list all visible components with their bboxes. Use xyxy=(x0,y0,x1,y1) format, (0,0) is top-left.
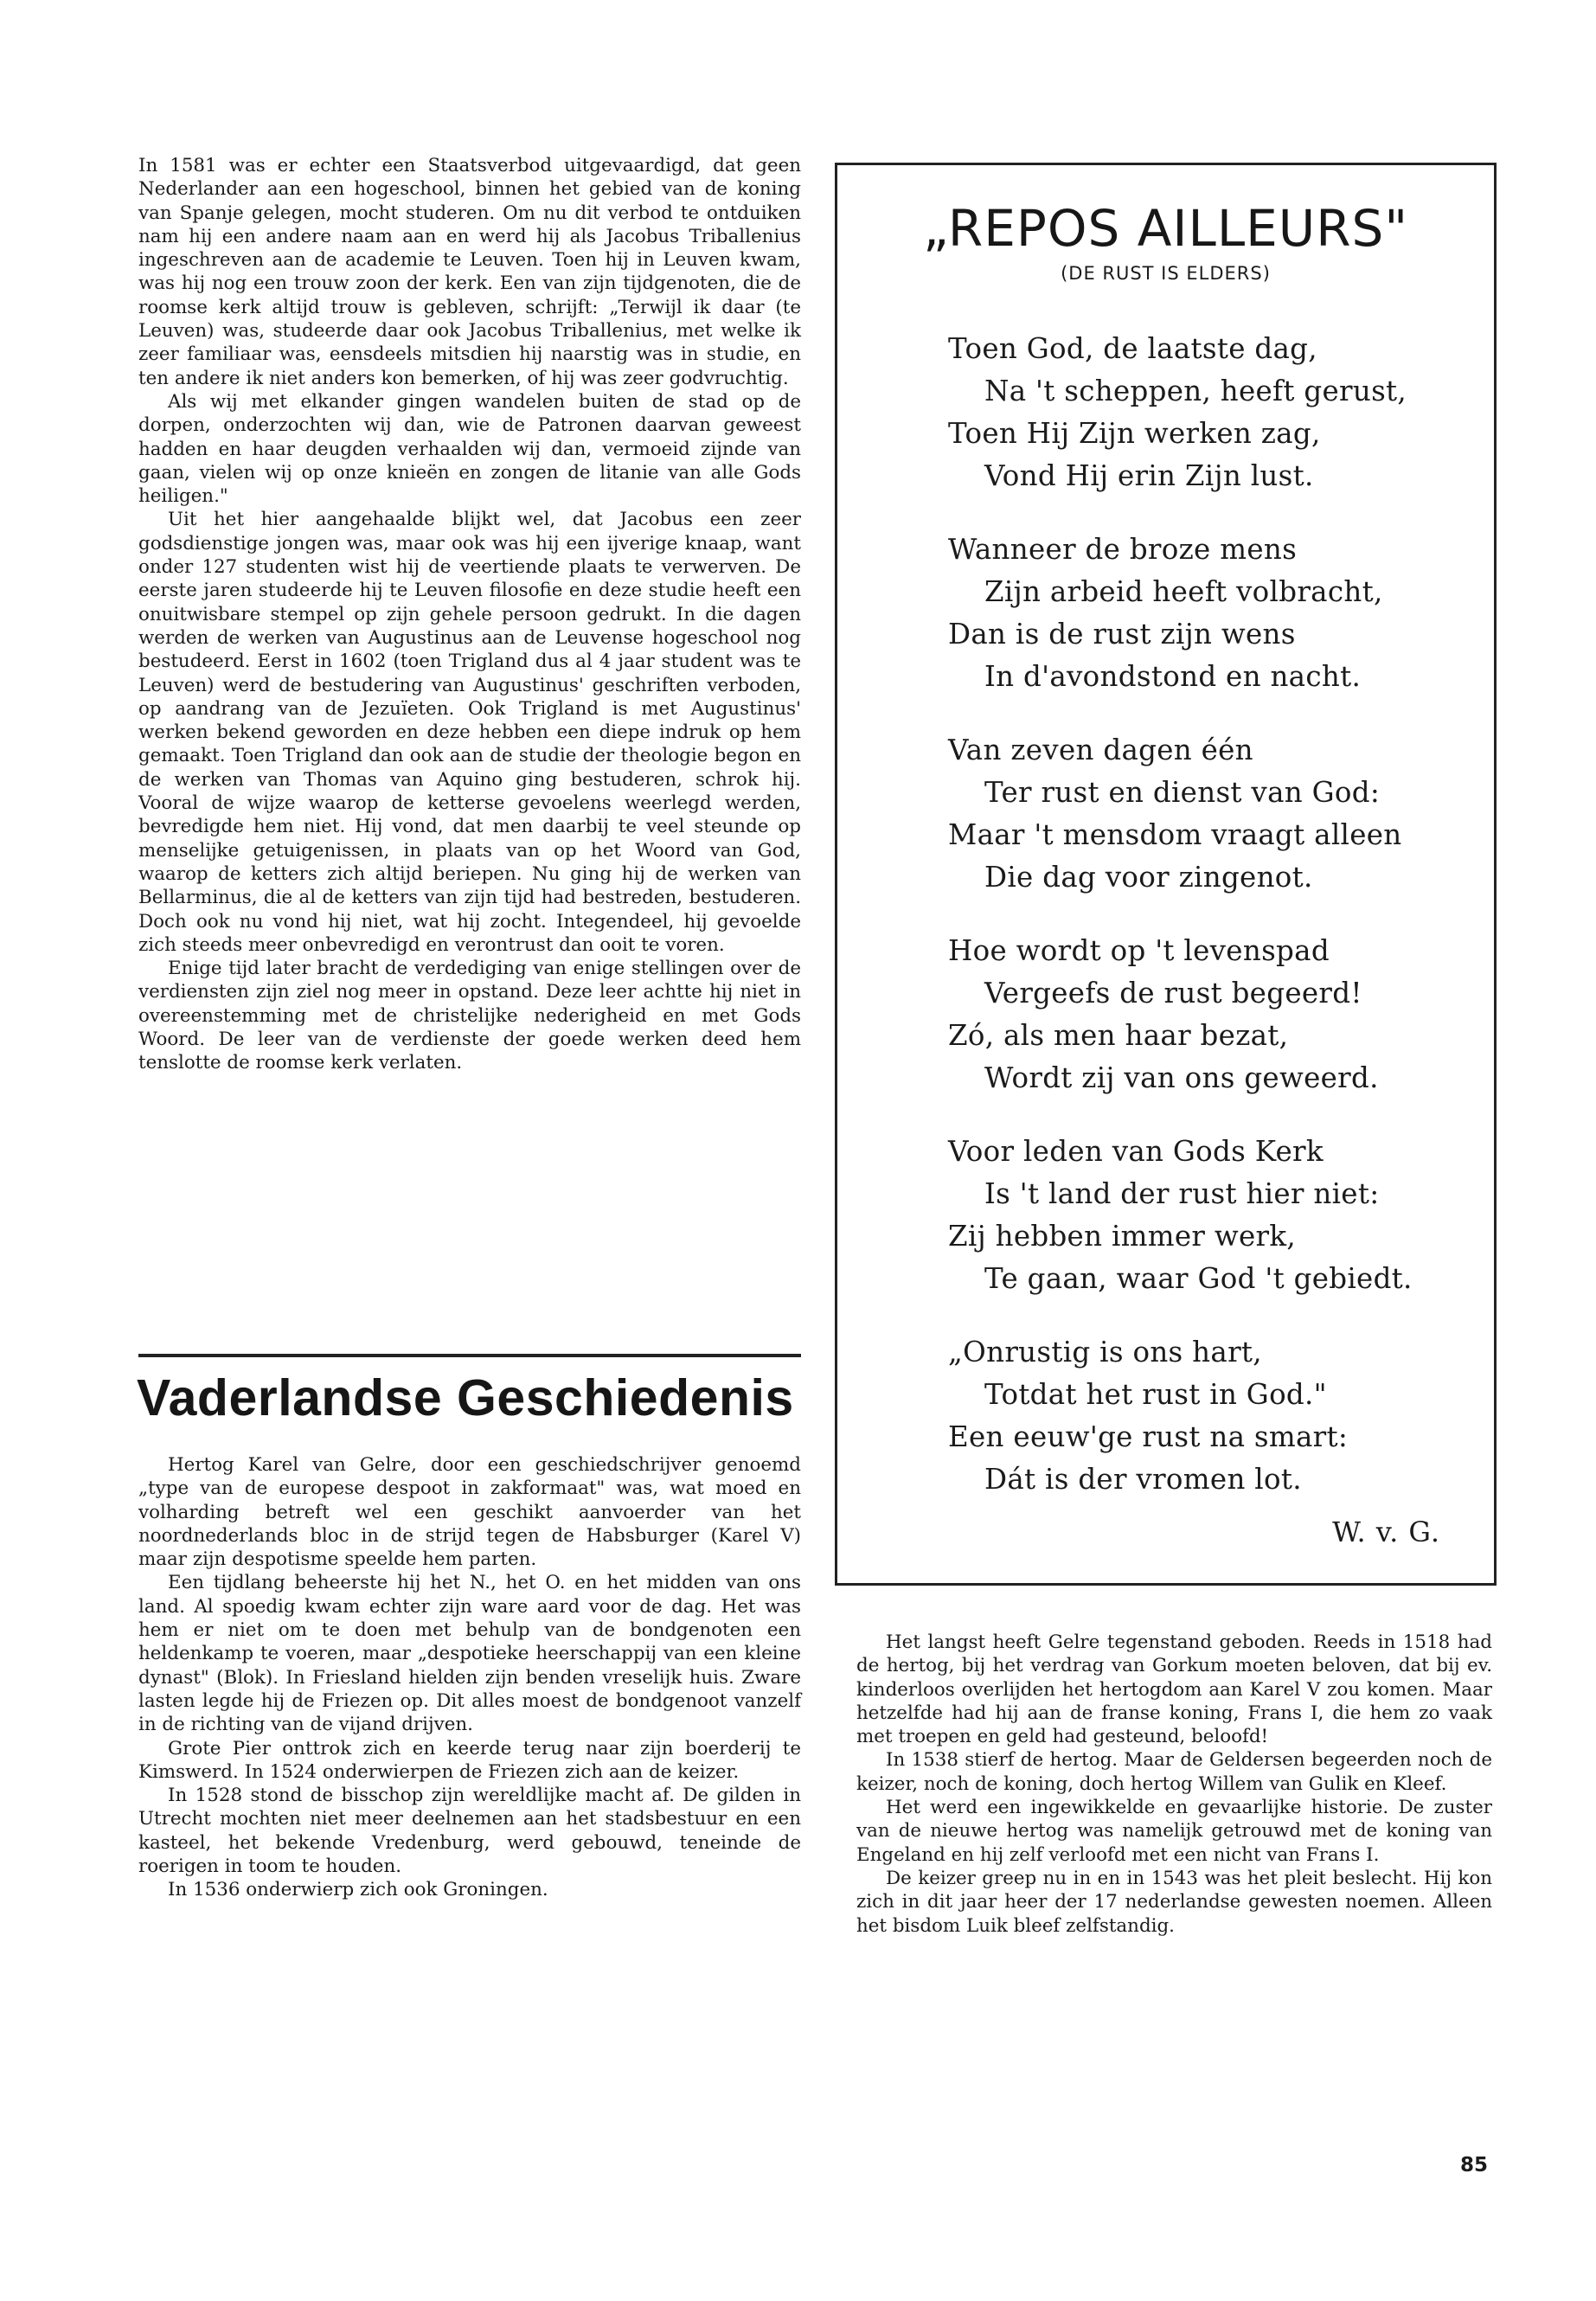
poem-line: Ter rust en dienst van God: xyxy=(984,776,1381,809)
history-paragraph: In 1528 stond de bisschop zijn wereldlijke macht af. De gilden in Utrecht mochten niet meer deelnemen aan het stadsbestuur en een kasteel, het bekende Vredenburg, werd gebouwd, teneinde de roerigen in toom te houden. xyxy=(138,1785,801,1878)
poem-line: „Onrustig is ons hart, xyxy=(948,1336,1262,1368)
poem-stanza xyxy=(948,729,1484,899)
poem-stanza xyxy=(948,1331,1484,1501)
poem-subtitle: (DE RUST IS ELDERS) xyxy=(1061,263,1271,284)
poem-stanza xyxy=(948,529,1484,698)
poem-line: In d'avondstond en nacht. xyxy=(984,660,1362,693)
poem-line: Vergeefs de rust begeerd! xyxy=(984,977,1362,1009)
poem-line: Zij hebben immer werk, xyxy=(948,1220,1296,1253)
poem-line: Na 't scheppen, heeft gerust, xyxy=(984,375,1407,407)
left-article xyxy=(138,154,801,1075)
section-divider xyxy=(138,1354,801,1357)
article-paragraph: Als wij met elkander gingen wandelen buiten de stad op de dorpen, onderzochten wij dan, wie de Patronen daarvan geweest hadden en haar deugden verhaalden wij dan, vermoeid zijnde van gaan, vielen wij op onze knieën en zongen de litanie van alle Gods heiligen." xyxy=(138,390,801,508)
history-paragraph: In 1538 stierf de hertog. Maar de Geldersen begeerden noch de keizer, noch de koning, doch hertog Willem van Gulik en Kleef. xyxy=(856,1749,1492,1795)
poem-line: Toen Hij Zijn werken zag, xyxy=(948,417,1321,450)
poem-line: Dát is der vromen lot. xyxy=(984,1463,1302,1496)
poem-line: Voor leden van Gods Kerk xyxy=(948,1135,1324,1168)
poem-line: Een eeuw'ge rust na smart: xyxy=(948,1420,1349,1453)
poem-line: Zó, als men haar bezat, xyxy=(948,1019,1289,1052)
history-paragraph: De keizer greep nu in en in 1543 was het pleit beslecht. Hij kon zich in dit jaar heer der 17 nederlandse gewesten noemen. Alleen het bisdom Luik bleef zelfstandig. xyxy=(856,1867,1492,1937)
article-paragraph: Uit het hier aangehaalde blijkt wel, dat Jacobus een zeer godsdienstige jongen was, maar ook was hij een ijverige knaap, want onder 127 studenten wist hij de veertiende plaats te verwerven. De eerste jaren studeerde hij te Leuven filosofie en deze studie heeft een onuitwisbare stempel op zijn gehele persoon gedrukt. In die dagen werden de werken van Augustinus aan de Leuvense hogeschool nog bestudeerd. Eerst in 1602 (toen Trigland dus al 4 jaar student was te Leuven) werd de bestudering van Augustinus' geschriften verboden, op aandrang van de Jezuïeten. Ook Trigland is met Augustinus' werken bekend geworden en deze hebben een diepe indruk op hem gemaakt. Toen Trigland dan ook aan de studie der theologie begon en de werken van Thomas van Aquino ging bestuderen, schrok hij. Vooral de wijze waarop de ketterse gevoelens weerlegd werden, bevredigde hem niet. Hij vond, dat men daarbij te veel steunde op menselijke getuigenissen, in plaats van op het Woord van God, waarop de ketters zich altijd beriepen. Nu ging hij de werken van Bellarminus, die al de ketters van zijn tijd had bestreden, bestuderen. Doch ook nu vond hij niet, wat hij zocht. Integendeel, hij gevoelde zich steeds meer onbevredigd en verontrust dan ooit te voren. xyxy=(138,509,801,956)
poem-box xyxy=(835,163,1497,1586)
poem-stanzas xyxy=(948,328,1484,1532)
history-paragraph: Het langst heeft Gelre tegenstand geboden. Reeds in 1518 had de hertog, bij het verdrag van Gorkum moeten beloven, dat bij ev. kinderloos overlijden het hertogdom aan Karel V zou komen. Maar hetzelfde had hij aan de franse koning, Frans I, die hem zo vaak met troepen en geld had gesteund, beloofd! xyxy=(856,1631,1492,1748)
poem-line: Vond Hij erin Zijn lust. xyxy=(984,459,1314,492)
poem-line: Maar 't mensdom vraagt alleen xyxy=(948,818,1402,851)
poem-line: Is 't land der rust hier niet: xyxy=(984,1177,1380,1210)
history-paragraph: Een tijdlang beheerste hij het N., het O. en het midden van ons land. Al spoedig kwam echter zijn ware aard voor de dag. Het was hem er niet om te doen met behulp van de bondgenoten een heldenkamp te voeren, maar „despotieke heerschappij van een kleine dynast" (Blok). In Friesland hielden zijn benden vreselijk huis. Zware lasten legde hij de Friezen op. Dit alles moest de bondgenoot vanzelf in de richting van de vijand drijven. xyxy=(138,1572,801,1736)
history-article xyxy=(138,1453,801,1902)
poem-line: Van zeven dagen één xyxy=(948,734,1253,766)
history-paragraph: Hertog Karel van Gelre, door een geschiedschrijver genoemd „type van de europese despoot in zakformaat" was, wat moed en volharding betreft wel een geschikt aanvoerder van het noordnederlands bloc in de strijd tegen de Habsburger (Karel V) maar zijn despotisme speelde hem parten. xyxy=(138,1454,801,1571)
history-paragraph: Grote Pier onttrok zich en keerde terug naar zijn boerderij te Kimswerd. In 1524 onderwierpen de Friezen zich aan de keizer. xyxy=(138,1737,801,1783)
section-title: Vaderlandse Geschiedenis xyxy=(137,1369,794,1426)
poem-line: Te gaan, waar God 't gebiedt. xyxy=(984,1262,1413,1295)
poem-stanza xyxy=(948,1131,1484,1300)
article-paragraph: In 1581 was er echter een Staatsverbod uitgevaardigd, dat geen Nederlander aan een hogeschool, binnen het gebied van de koning van Spanje gelegen, mocht studeren. Om nu dit verbod te ontduiken nam hij een andere naam aan en werd hij als Jacobus Triballenius ingeschreven aan de academie te Leuven. Toen hij in Leuven kwam, was hij nog een trouw zoon der kerk. Een van zijn tijdgenoten, die de roomse kerk altijd trouw is gebleven, schrijft: „Terwijl ik daar (te Leuven) was, studeerde daar ook Jacobus Triballenius, met welke ik zeer familiaar was, eensdeels mitsdien hij naarstig was in studie, en ten andere ik niet anders kon bemerken, of hij was zeer godvruchtig. xyxy=(138,155,801,389)
poem-line: Wanneer de broze mens xyxy=(948,533,1298,566)
poem-signature: W. v. G. xyxy=(1332,1516,1440,1548)
article-paragraph: Enige tijd later bracht de verdediging van enige stellingen over de verdiensten zijn ziel nog meer in opstand. Deze leer achtte hij niet in overeenstemming met de christelijke nederigheid en met Gods Woord. De leer van de verdienste der goede werken deed hem tenslotte de roomse kerk verlaten. xyxy=(138,958,801,1074)
poem-line: Die dag voor zingenot. xyxy=(984,861,1313,894)
poem-title: „REPOS AILLEURS" xyxy=(922,199,1409,258)
poem-line: Toen God, de laatste dag, xyxy=(948,332,1317,365)
poem-line: Hoe wordt op 't levenspad xyxy=(948,934,1330,967)
poem-line: Totdat het rust in God." xyxy=(984,1378,1327,1411)
poem-stanza xyxy=(948,930,1484,1099)
poem-line: Dan is de rust zijn wens xyxy=(948,618,1296,651)
poem-line: Wordt zij van ons geweerd. xyxy=(984,1061,1379,1094)
history-continued xyxy=(856,1631,1492,1938)
page-number: 85 xyxy=(1460,2154,1489,2176)
poem-stanza xyxy=(948,328,1484,497)
history-paragraph: In 1536 onderwierp zich ook Groningen. xyxy=(168,1879,548,1901)
poem-line: Zijn arbeid heeft volbracht, xyxy=(984,575,1383,608)
history-paragraph: Het werd een ingewikkelde en gevaarlijke historie. De zuster van de nieuwe hertog was namelijk getrouwd met de koning van Engeland en hij zelf verloofd met een nicht van Frans I. xyxy=(856,1797,1492,1866)
